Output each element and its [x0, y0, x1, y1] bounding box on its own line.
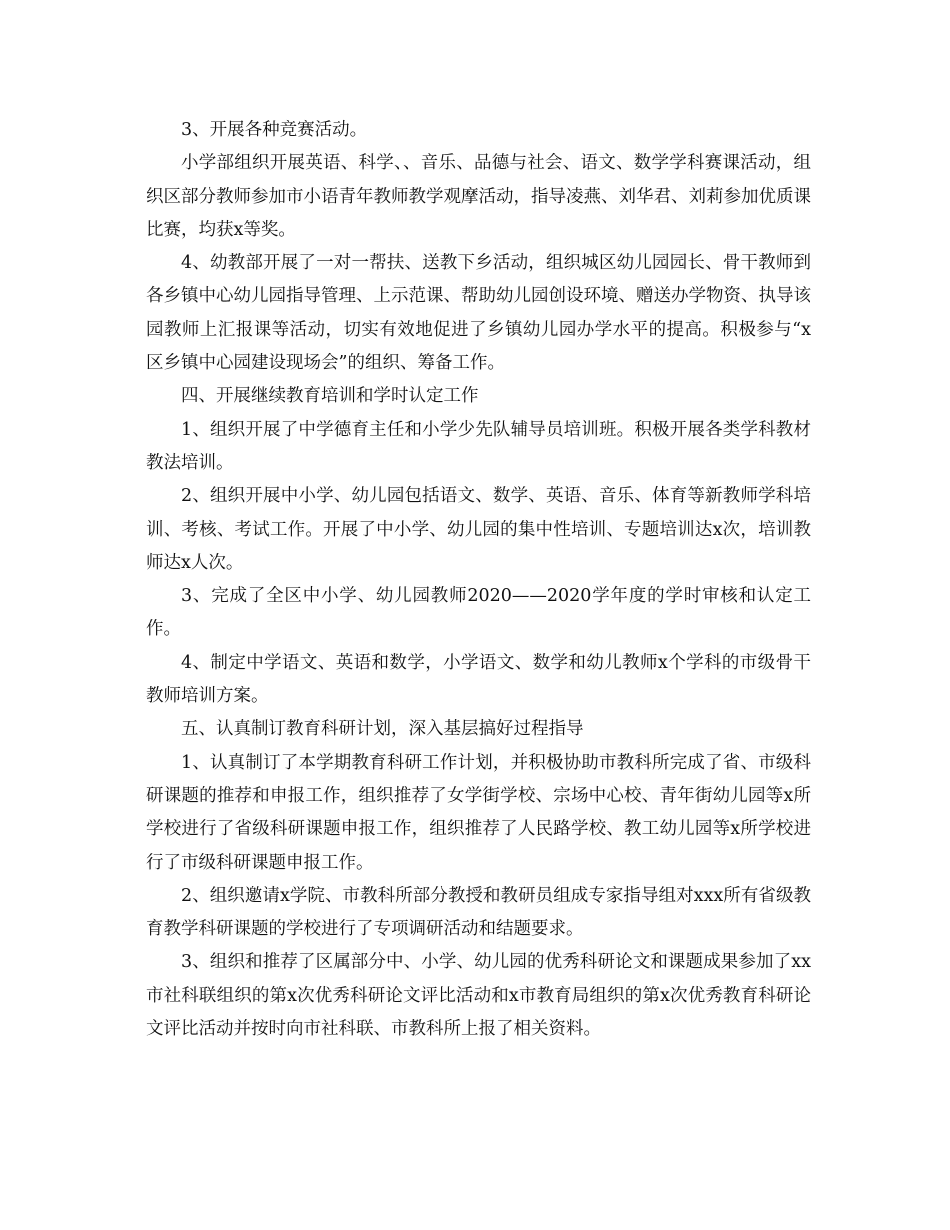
paragraph: 小学部组织开展英语、科学、、音乐、品德与社会、语文、数学学科赛课活动，组织区部分教师参加市小语青年教师教学观摩活动，指导凌燕、刘华君、刘莉参加优质课比赛，均获x等奖。: [146, 153, 811, 240]
paragraph: 3、完成了全区中小学、幼儿园教师2020——2020学年度的学时审核和认定工作。: [146, 586, 811, 640]
paragraph: 2、组织开展中小学、幼儿园包括语文、数学、英语、音乐、体育等新教师学科培训、考核、考试工作。开展了中小学、幼儿园的集中性培训、专题培训达x次，培训教师达x人次。: [146, 486, 811, 573]
paragraph: 4、幼教部开展了一对一帮扶、送教下乡活动，组织城区幼儿园园长、骨干教师到各乡镇中心幼儿园指导管理、上示范课、帮助幼儿园创设环境、赠送办学物资、执导该园教师上汇报课等活动，切实有效地促进了乡镇幼儿园办学水平的提高。积极参与“x区乡镇中心园建设现场会”的组织、筹备工作。: [146, 253, 811, 374]
paragraph: 3、开展各种竞赛活动。: [181, 120, 368, 140]
paragraph: 2、组织邀请x学院、市教科所部分教授和教研员组成专家指导组对xxx所有省级教育教学科研课题的学校进行了专项调研活动和结题要求。: [146, 885, 811, 940]
document-body: [146, 114, 811, 1046]
paragraph: 3、组织和推荐了区属部分中、小学、幼儿园的优秀科研论文和课题成果参加了xx市社科联组织的第x次优秀科研论文评比活动和x市教育局组织的第x次优秀教育科研论文评比活动并按时向市社科联、市教科所上报了相关资料。: [146, 952, 811, 1040]
paragraph: 1、认真制订了本学期教育科研工作计划，并积极协助市教科所完成了省、市级科研课题的推荐和申报工作，组织推荐了女学街学校、宗场中心校、青年街幼儿园等x所学校进行了省级科研课题申报工作，组织推荐了人民路学校、教工幼儿园等x所学校进行了市级科研课题申报工作。: [146, 752, 811, 873]
section-heading: 四、开展继续教育培训和学时认定工作: [181, 386, 479, 407]
section-heading: 五、认真制订教育科研计划，深入基层搞好过程指导: [181, 719, 584, 740]
paragraph: 4、制定中学语文、英语和数学，小学语文、数学和幼儿教师x个学科的市级骨干教师培训方案。: [146, 652, 811, 707]
paragraph: 1、组织开展了中学德育主任和小学少先队辅导员培训班。积极开展各类学科教材教法培训。: [146, 419, 811, 473]
